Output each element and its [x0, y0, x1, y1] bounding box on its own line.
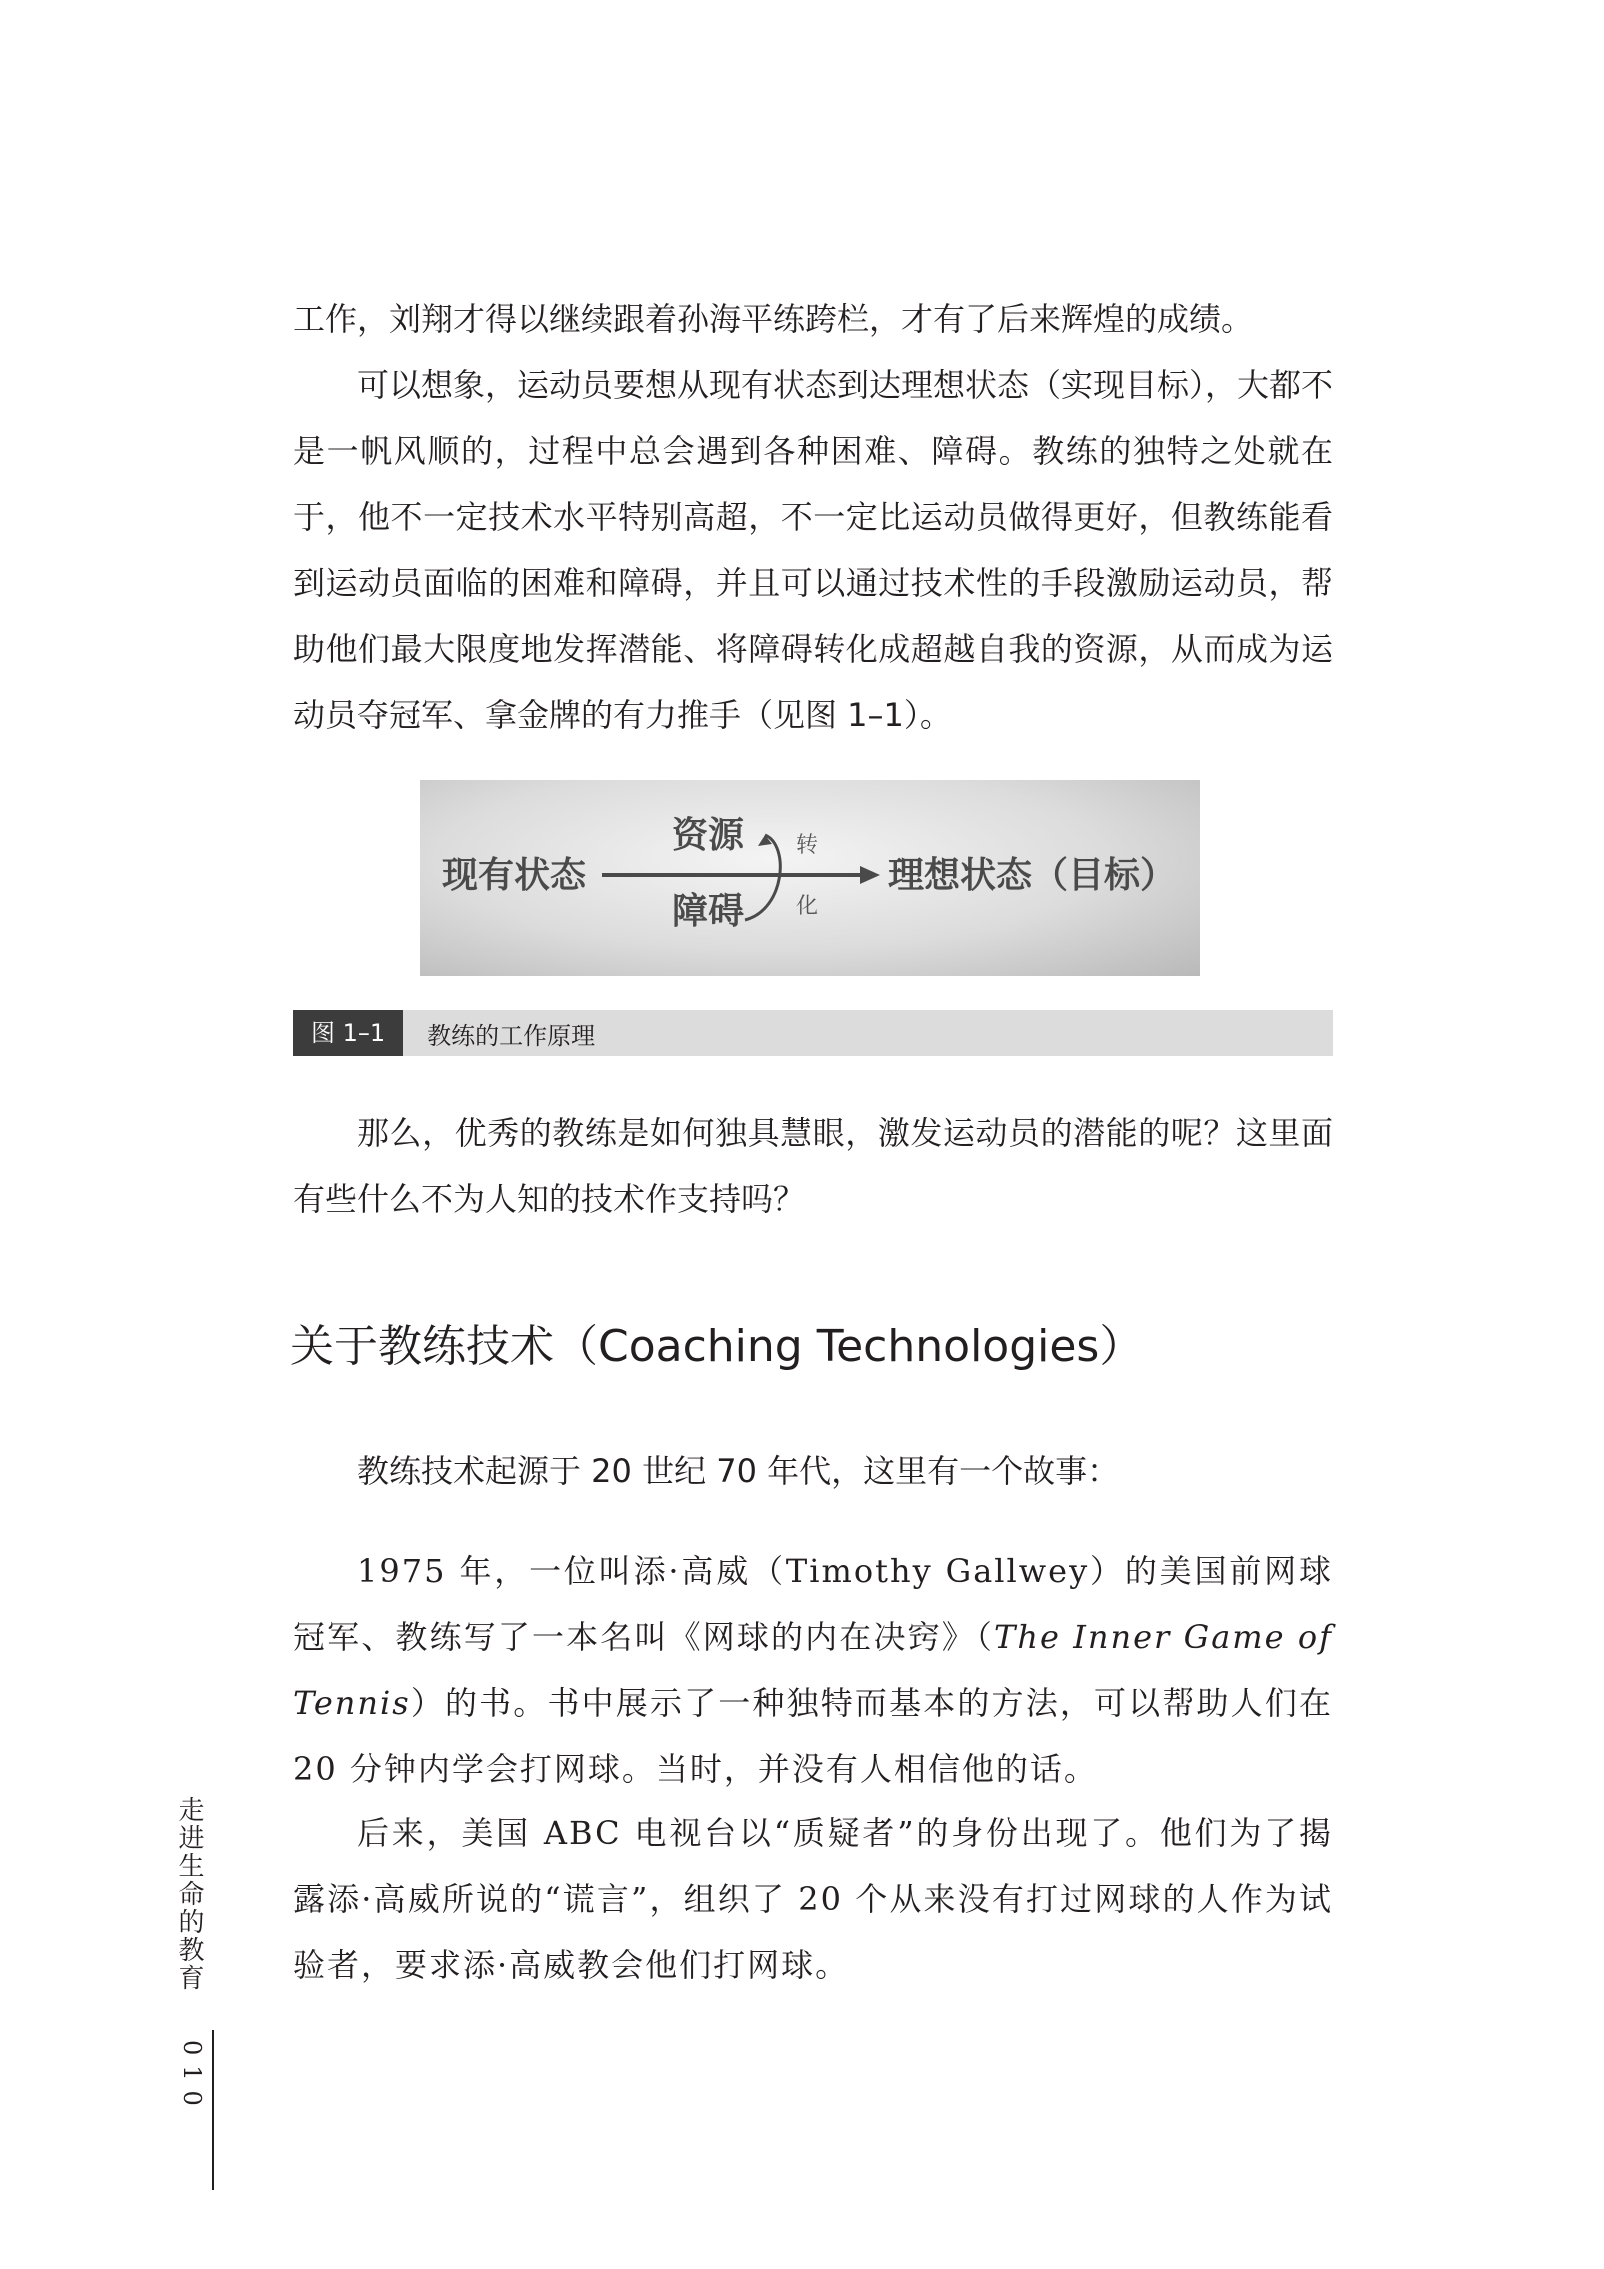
book-title-italic: The Inner Game of Tennis [293, 1618, 1333, 1722]
body-paragraph: 可以想象，运动员要想从现有状态到达理想状态（实现目标），大都不是一帆风顺的，过程中总会遇到各种困难、障碍。教练的独特之处就在于，他不一定技术水平特别高超，不一定比运动员做得更好，但教练能看到运动员面临的困难和障碍，并且可以通过技术性的手段激励运动员，帮助他们最大限度地发挥潜能、将障碍转化成超越自我的资源，从而成为运动员夺冠军、拿金牌的有力推手（见图 1–1）。 [293, 366, 1334, 734]
body-text: 1975 年，一位叫添·高威（Timothy Gallwey）的美国前网球冠军、教练写了一本名叫《网球的内在决窍》（ [293, 1552, 1333, 1656]
body-text: ）的书。书中展示了一种独特而基本的方法，可以帮助人们在 20 分钟内学会打网球。当时，并没有人相信他的话。 [293, 1684, 1333, 1788]
figure-diagram [420, 780, 1200, 976]
section-heading: 关于教练技术（Coaching Technologies） [290, 1321, 1144, 1372]
page-number: 010 [178, 2040, 206, 2116]
transform-char-1: 转 [796, 833, 819, 858]
coaching-diagram [420, 780, 1200, 976]
transform-char-2: 化 [796, 894, 819, 919]
ideal-state-label: 理想状态（目标） [888, 855, 1177, 896]
body-paragraph [293, 1538, 1333, 1802]
margin-rule [212, 2030, 214, 2190]
main-arrowhead [860, 866, 880, 884]
figure-caption [293, 1010, 1333, 1056]
figure-number: 图 1–1 [293, 1010, 403, 1056]
body-paragraph: 后来，美国 ABC 电视台以“质疑者”的身份出现了。他们为了揭露添·高威所说的“谎言”，组织了 20 个从来没有打过网球的人作为试验者，要求添·高威教会他们打网球。 [293, 1814, 1333, 1984]
running-book-title: 走进生命的教育 [174, 1796, 204, 1992]
obstacles-label: 障碍 [672, 891, 745, 932]
transform-arc [745, 835, 780, 920]
body-paragraph: 工作，刘翔才得以继续跟着孙海平练跨栏，才有了后来辉煌的成绩。 [293, 300, 1254, 338]
figure-caption-text: 教练的工作原理 [427, 1021, 596, 1050]
resources-label: 资源 [672, 815, 745, 856]
body-paragraph: 教练技术起源于 20 世纪 70 年代，这里有一个故事： [357, 1452, 1120, 1490]
body-paragraph: 那么，优秀的教练是如何独具慧眼，激发运动员的潜能的呢？这里面有些什么不为人知的技术作支持吗？ [293, 1114, 1333, 1218]
current-state-label: 现有状态 [442, 855, 587, 896]
